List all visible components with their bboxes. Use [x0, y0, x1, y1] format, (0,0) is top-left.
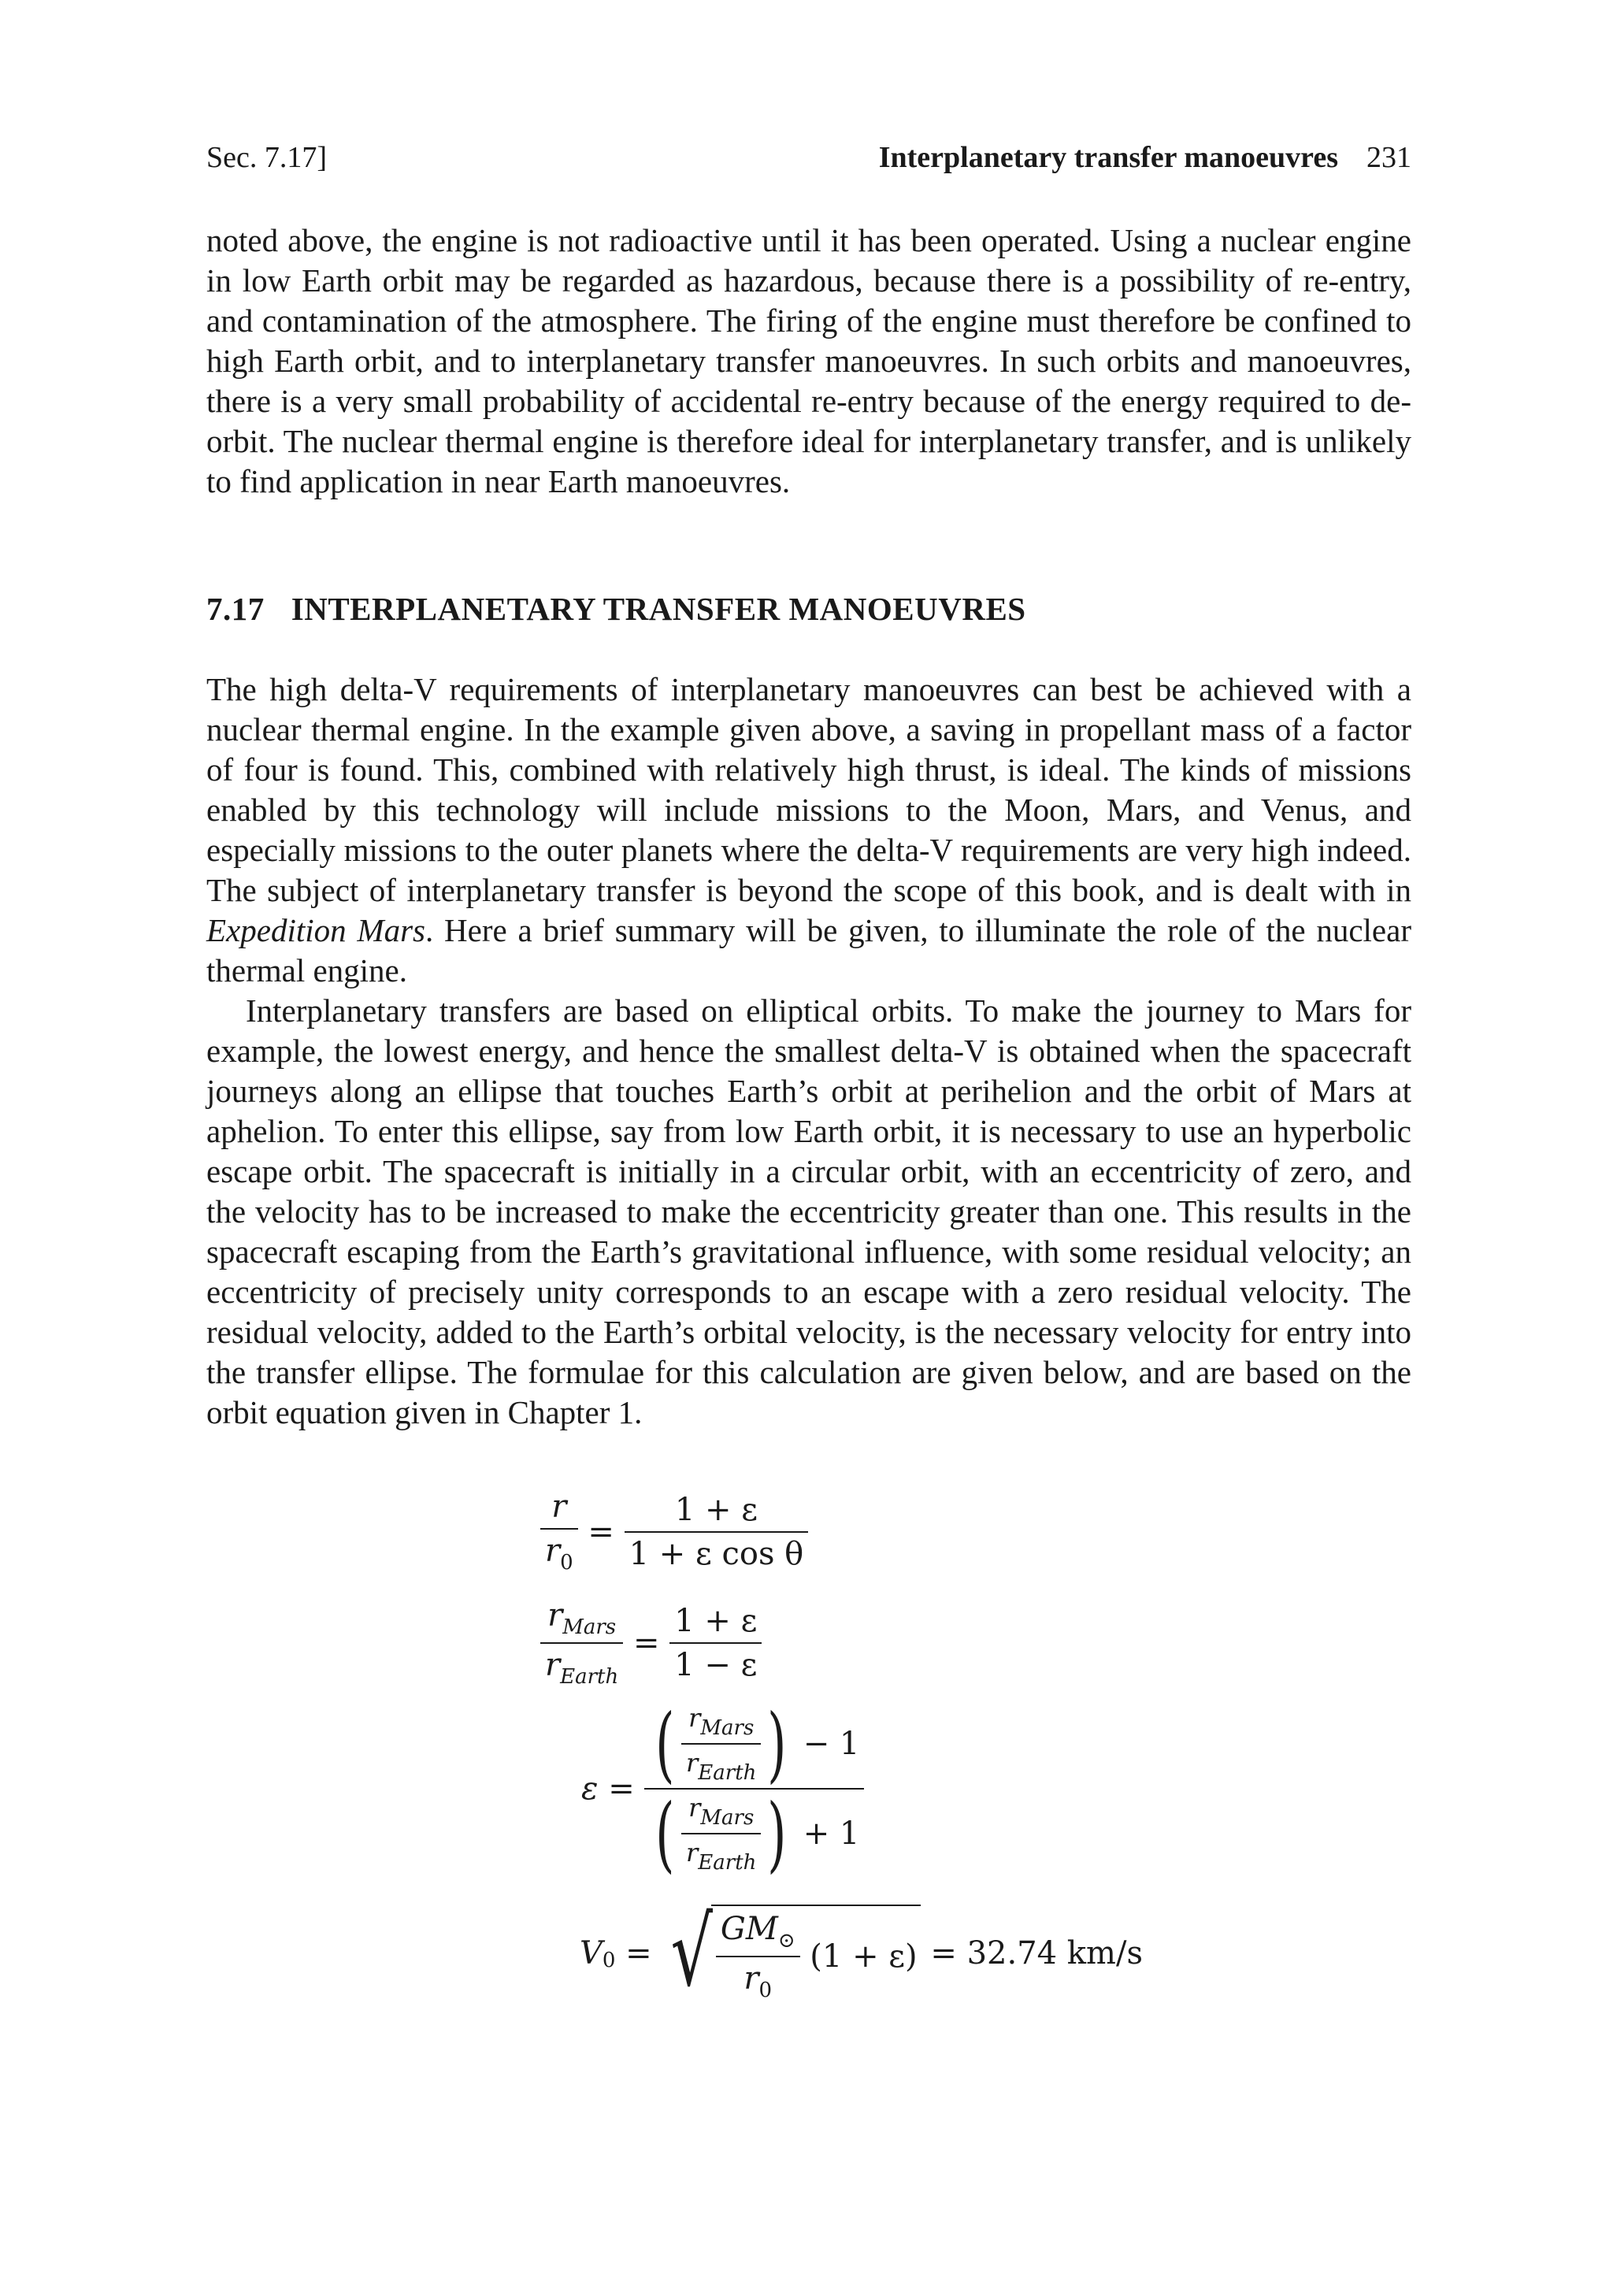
- equation-eccentricity: ε = ( $\frac{r_{Mars}}{r_{Earth}}$ ) − 1 ( $\frac{r_{Mars}}{r_{Earth}}$ ) + 1: [581, 1703, 864, 1875]
- paragraph-2-text-b: . Here a brief summary will be given, to illuminate the role of the nuclear thermal engine.: [206, 912, 1411, 989]
- equation-orbit: $\frac{r}{r_0}$ = $\frac{1 + \varepsilon}{\text{1 + ε cos θ}}$: [540, 1489, 808, 1575]
- section-reference: Sec. 7.17]: [206, 141, 328, 174]
- eq1-lhs: $\frac{r}{r_0}$: [540, 1489, 578, 1575]
- eq1-rhs: $\frac{1 + \varepsilon}{\text{1 + ε cos θ}}$: [625, 1492, 809, 1572]
- eq4-gm-over-r: $\frac{GM_⊙}{r_0}$: [716, 1911, 800, 2002]
- running-title-block: [879, 140, 1411, 175]
- paragraph-1: noted above, the engine is not radioactive until it has been operated. Using a nuclear engine in low Earth orbit may be regarded as hazardous, because there is a possibility of re-entry, and contamination of the atmosphere. The firing of the engine must therefore be confined to high Earth orbit, and to interplanetary transfer manoeuvres. In such orbits and manoeuvres, there is a very small probability of accidental re-entry because of the energy required to de-orbit. The nuclear thermal engine is therefore ideal for interplanetary transfer, and is unlikely to find application in near Earth manoeuvres.: [206, 222, 1411, 499]
- paragraph-2: [206, 670, 1411, 991]
- velocity-result: = 32.74 km/s: [930, 1935, 1143, 1971]
- section-title: INTERPLANETARY TRANSFER MANOEUVRES: [291, 591, 1026, 627]
- section-number: 7.17: [206, 591, 265, 627]
- paragraph-3: Interplanetary transfers are based on elliptical orbits. To make the journey to Mars for example, the lowest energy, and hence the smallest delta-V is obtained when the spacecraft journeys along an ellipse that touches Earth’s orbit at perihelion and the orbit of Mars at aphelion. To enter this ellipse, say from low Earth orbit, it is necessary to use an hyperbolic escape orbit. The spacecraft is initially in a circular orbit, with an eccentricity of zero, and the velocity has to be increased to make the eccentricity greater than one. This results in the spacecraft escaping from the Earth’s gravitational influence, with some residual velocity; an eccentricity of precisely unity corresponds to an escape with a zero residual velocity. The residual velocity, added to the Earth’s orbital velocity, is the necessary velocity for entry into the transfer ellipse. The formulae for this calculation are given below, and are based on the orbit equation given in Chapter 1.: [206, 992, 1411, 1430]
- book-title-reference: Expedition Mars: [206, 912, 425, 948]
- equation-radius-ratio: $\frac{r_{Mars}}{r_{Earth}}$ = $\frac{1 + \varepsilon}{1 - \varepsilon}$: [540, 1597, 762, 1689]
- running-header: [206, 140, 1411, 180]
- equation-velocity: V0 = √ $\frac{GM_⊙}{r_0}$ (1 + ε) = 32.74 km/s: [580, 1898, 1143, 2008]
- paragraph-2-text-a: The high delta-V requirements of interplanetary manoeuvres can best be achieved with a nuclear thermal engine. In the example given above, a saving in propellant mass of a factor of four is found. This, combined with relatively high thrust, is ideal. The kinds of missions enabled by this technology will include missions to the Moon, Mars, and Venus, and especially missions to the outer planets where the delta-V requirements are very high indeed. The subject of interplanetary transfer is beyond the scope of this book, and is dealt with in: [206, 671, 1411, 908]
- page-number: 231: [1366, 141, 1411, 174]
- square-root: √ $\frac{GM_⊙}{r_0}$ (1 + ε): [662, 1905, 920, 2002]
- running-title: Interplanetary transfer manoeuvres: [878, 141, 1338, 174]
- eq2-rhs: $\frac{1 + \varepsilon}{1 - \varepsilon}$: [669, 1603, 762, 1683]
- eq2-lhs: $\frac{r_{Mars}}{r_{Earth}}$: [540, 1597, 623, 1689]
- eq3-rhs: ( $\frac{r_{Mars}}{r_{Earth}}$ ) − 1 ( $\frac{r_{Mars}}{r_{Earth}}$ ) + 1: [644, 1703, 864, 1875]
- section-heading: [206, 590, 1026, 628]
